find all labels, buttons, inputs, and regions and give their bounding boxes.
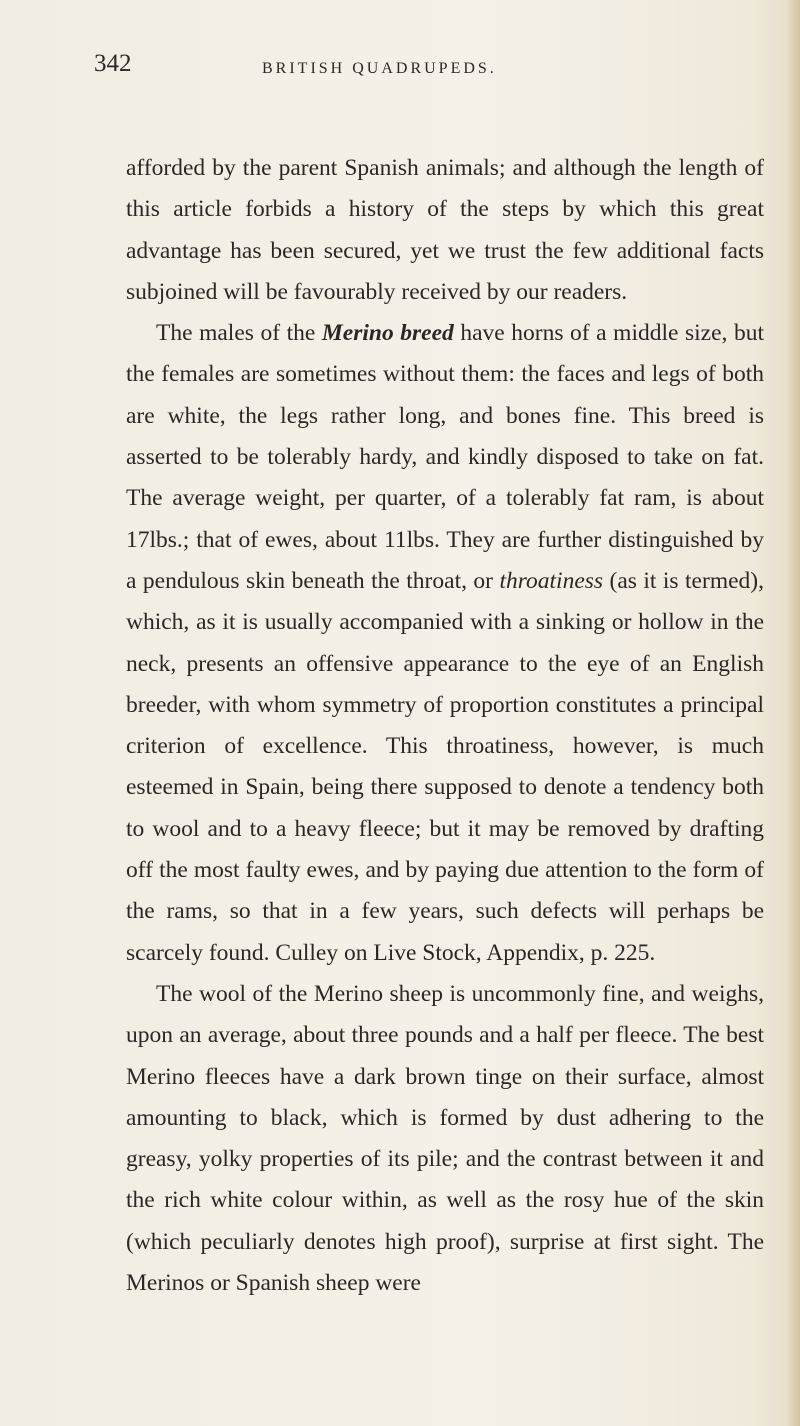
- paragraph-3: [126, 974, 764, 1304]
- paragraph-text: afforded by the parent Spanish animals; and although the length of this article forbids a history of the steps by which this great advantage has been secured, yet we trust the few additional facts subjoined will be favourably received by our readers.: [126, 155, 764, 305]
- page-number: 342: [94, 50, 132, 77]
- page-edge: [786, 0, 800, 1426]
- paragraph-text: The males of the: [156, 320, 322, 347]
- emphasis-throatiness: throatiness: [499, 567, 604, 594]
- running-head: BRITISH QUADRUPEDS.: [262, 60, 497, 77]
- paragraph-text: have horns of a middle size, but the females are sometimes without them: the faces and legs of both are white, the legs rather long, and bones fine. This breed is asserted to be tolerably hardy, and kindly disposed to take on fat. The average weight, per quarter, of a tolerably fat ram, is about 17lbs.; that of ewes, about 11lbs. They are further distinguished by a pendulous skin beneath the throat, or: [126, 320, 765, 594]
- paragraph-1: [126, 148, 764, 313]
- paragraph-text: The wool of the Merino sheep is uncommonly fine, and weighs, upon an average, about three pounds and a half per fleece. The best Merino fleeces have a dark brown tinge on their surface, almost amounting to black, which is formed by dust adhering to the greasy, yolky properties of its pile; and the contrast between it and the rich white colour within, as well as the rosy hue of the skin (which peculiarly denotes high proof), surprise at first sight. The Merinos or Spanish sheep were: [126, 980, 764, 1297]
- paragraph-2: [126, 313, 764, 974]
- paragraph-text: (as it is termed), which, as it is usually accompanied with a sinking or hollow in the neck, presents an offensive appearance to the eye of an English breeder, with whom symmetry of proportion constitutes a principal criterion of excellence. This throatiness, however, is much esteemed in Spain, being there supposed to denote a tendency both to wool and to a heavy fleece; but it may be removed by drafting off the most faulty ewes, and by paying due attention to the form of the rams, so that in a few years, such defects will perhaps be scarcely found. Culley on Live Stock, Appendix, p. 225.: [126, 567, 764, 966]
- page-header: [0, 50, 800, 90]
- emphasis-merino-breed: Merino breed: [321, 320, 454, 347]
- body-text: [126, 148, 764, 1304]
